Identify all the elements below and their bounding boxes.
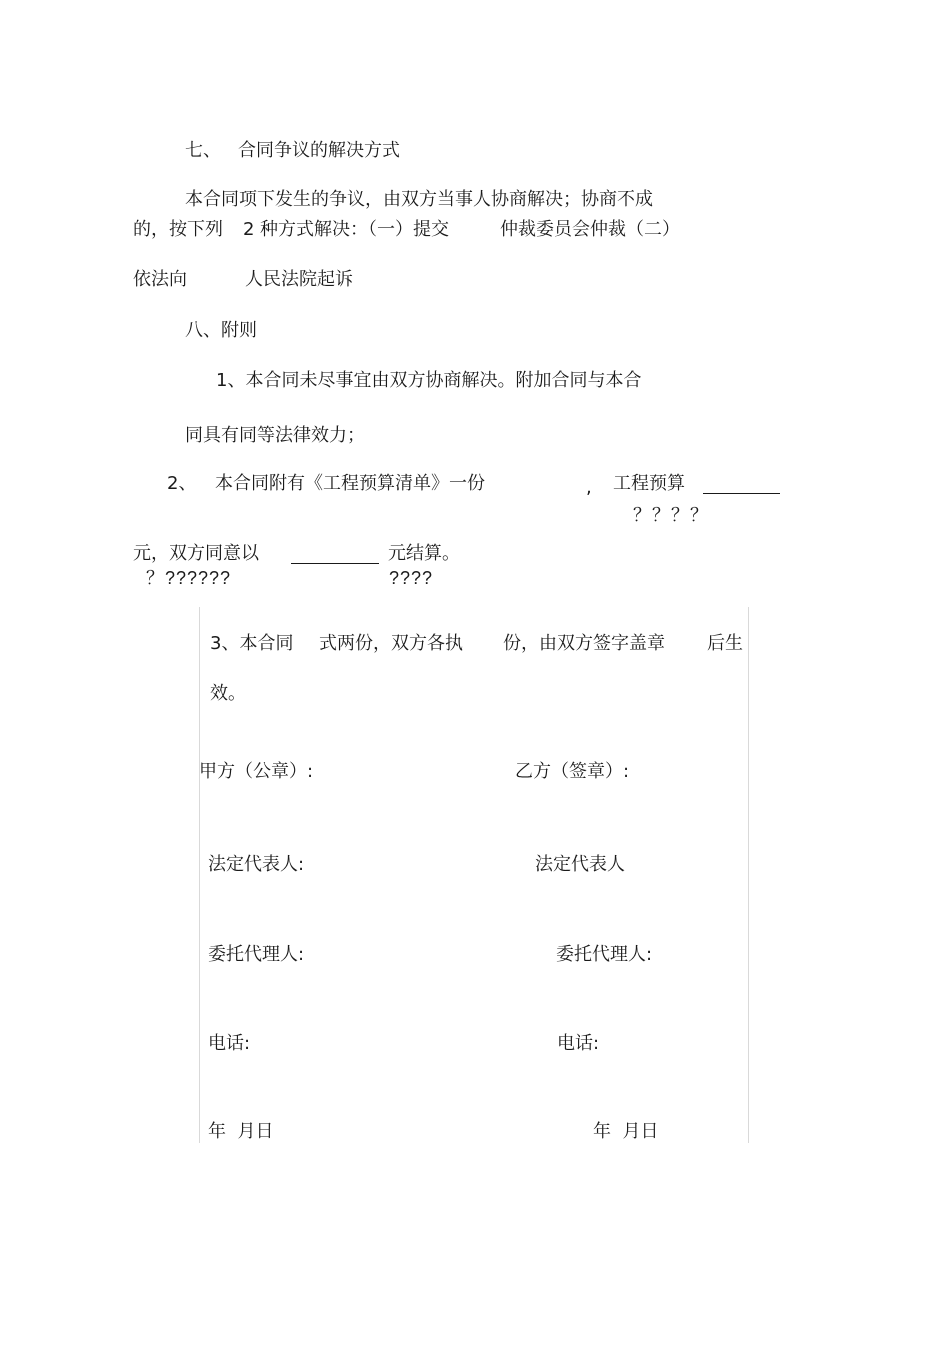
section8-item2-text: 本合同附有《工程预算清单》一份 [215, 473, 485, 494]
section7-paragraph-line3-a: 依法向 [133, 269, 187, 290]
section8-item2-marks3: ???? [389, 568, 434, 588]
settlement-amount-blank [291, 563, 379, 564]
section8-item3-c: 份，由双方签字盖章 [503, 633, 665, 654]
section8-item3-line2: 效。 [210, 683, 246, 704]
section7-paragraph-line2-d: 仲裁委员会仲裁（二） [500, 219, 680, 240]
party-b-agent: 委托代理人: [556, 944, 653, 965]
party-b-seal: 乙方（签章）: [515, 761, 630, 782]
section8-item1-line2: 同具有同等法律效力； [185, 425, 365, 446]
section8-item2-line2-a: 元，双方同意以 [133, 543, 259, 564]
section8-item2-line2-b: 元结算。 [388, 543, 460, 564]
section7-heading: 合同争议的解决方式 [238, 140, 400, 161]
section8-heading: 八、附则 [185, 320, 257, 341]
party-a-legal-representative: 法定代表人: [208, 854, 305, 875]
section8-item2-comma: , [586, 477, 592, 498]
party-a-phone: 电话: [208, 1033, 251, 1054]
party-a-date: 年 月日 [208, 1121, 274, 1142]
section8-item2-number: 2、 [167, 473, 197, 494]
block-left-border [199, 607, 200, 1143]
section8-item1-line1: 1、本合同未尽事宜由双方协商解决。附加合同与本合 [216, 370, 642, 391]
budget-amount-blank [703, 493, 780, 494]
section8-item3-b: 式两份，双方各执 [319, 633, 463, 654]
section7-paragraph-line2-c: 种方式解决：（一）提交 [260, 219, 449, 240]
section7-paragraph-line3-b: 人民法院起诉 [245, 269, 353, 290]
party-b-date: 年 月日 [593, 1121, 659, 1142]
section8-item3-d: 后生 [707, 633, 743, 654]
party-a-seal: 甲方（公章）: [199, 761, 314, 782]
section7-paragraph-line2-a: 的，按下列 [133, 219, 223, 240]
block-right-border [748, 607, 749, 1143]
party-a-agent: 委托代理人: [208, 944, 305, 965]
section7-paragraph-line2-count: 2 [243, 219, 255, 240]
party-b-phone: 电话: [557, 1033, 600, 1054]
section8-item2-marks1: ？？？？ [633, 505, 709, 525]
party-b-legal-representative: 法定代表人 [535, 854, 625, 875]
section8-item2-budget-label: 工程预算 [613, 473, 685, 494]
section7-heading-number: 七、 [185, 140, 221, 161]
section7-paragraph-line1: 本合同项下发生的争议，由双方当事人协商解决；协商不成 [185, 189, 653, 210]
section8-item3-a: 3、本合同 [210, 633, 294, 654]
section8-item2-marks2: ？?????? [146, 568, 232, 588]
